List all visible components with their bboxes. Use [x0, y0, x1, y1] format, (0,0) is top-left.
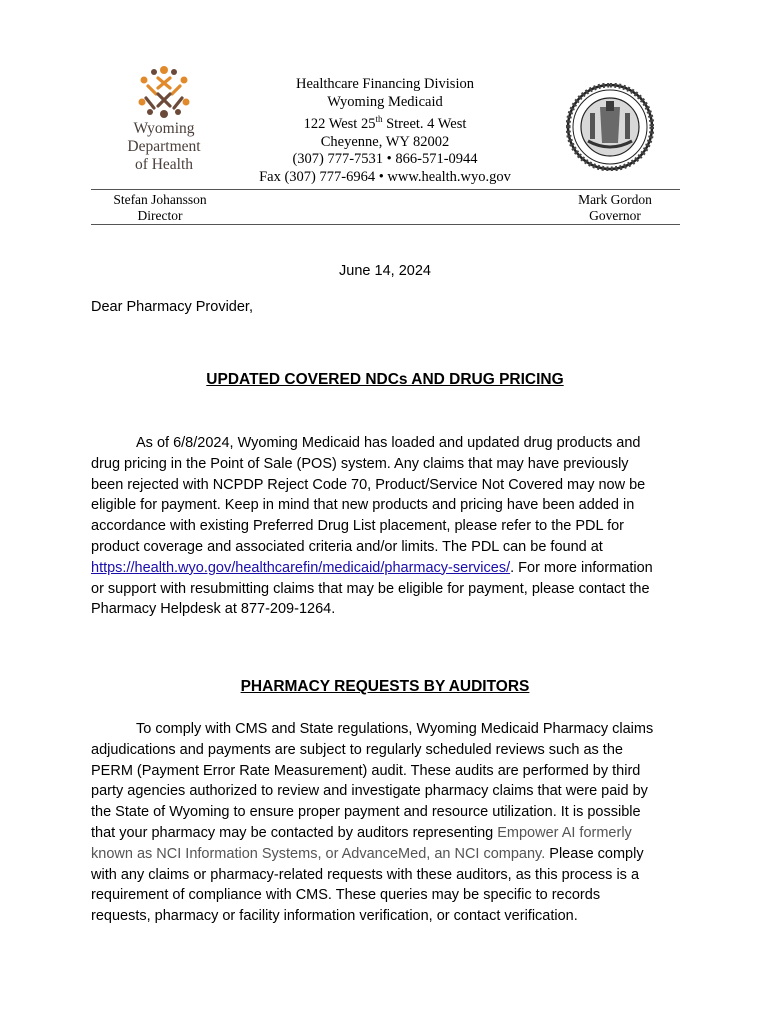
- letter-date: June 14, 2024: [339, 263, 431, 279]
- logo-line: Wyoming: [133, 120, 195, 137]
- agency-name: Wyoming Medicaid: [327, 93, 443, 110]
- paragraph-line: PERM (Payment Error Rate Measurement) audit. These audits are performed by third: [91, 762, 641, 779]
- division-name: Healthcare Financing Division: [296, 76, 474, 92]
- people-circle-icon: [134, 64, 194, 120]
- section-paragraph-auditors: [91, 719, 681, 927]
- director-title: Director: [137, 208, 183, 223]
- wyoming-state-seal-icon: [566, 83, 654, 176]
- address-block: [230, 76, 540, 186]
- paragraph-line: the State of Wyoming to ensure proper payment and resource utilization. It is possible: [91, 804, 641, 821]
- section-heading-ndcs: UPDATED COVERED NDCs AND DRUG PRICING: [206, 371, 564, 388]
- paragraph-line: that your pharmacy may be contacted by auditors representing Empower AI formerly: [91, 824, 632, 841]
- paragraph-line: accordance with existing Preferred Drug List placement, please refer to the PDL for: [91, 518, 625, 535]
- paragraph-line: been rejected with NCPDP Reject Code 70, Product/Service Not Covered may now be: [91, 476, 646, 493]
- logo-line: of Health: [134, 156, 194, 173]
- auditor-name: known as NCI Information Systems, or AdvanceMed, an NCI company.: [91, 845, 546, 862]
- paragraph-line: https://health.wyo.gov/healthcarefin/medicaid/pharmacy-services/. For more information: [91, 559, 653, 576]
- section-heading-auditors: PHARMACY REQUESTS BY AUDITORS: [240, 678, 530, 695]
- director-block: [105, 192, 215, 224]
- header-divider-top: [91, 189, 680, 190]
- salutation: Dear Pharmacy Provider,: [91, 299, 253, 315]
- header-divider-bottom: [91, 224, 680, 225]
- paragraph-line: To comply with CMS and State regulations, Wyoming Medicaid Pharmacy claims: [136, 721, 654, 737]
- governor-title: Governor: [589, 208, 641, 223]
- auditor-name: Empower AI formerly: [497, 824, 632, 841]
- paragraph-line: with any claims or pharmacy-related requests with these auditors, as this process is a: [91, 866, 640, 883]
- paragraph-line: product coverage and associated criteria and/or limits. The PDL can be found at: [91, 538, 603, 555]
- paragraph-line: adjudications and payments are subject to regularly scheduled reviews such as the: [91, 741, 623, 758]
- street-address: 122 West 25th Street. 4 West: [303, 114, 467, 133]
- paragraph-line: requests, pharmacy or facility information verification, or contact verification.: [91, 908, 578, 925]
- city-state-zip: Cheyenne, WY 82002: [320, 133, 450, 150]
- paragraph-line: Pharmacy Helpdesk at 877-209-1264.: [91, 601, 336, 618]
- paragraph-line: As of 6/8/2024, Wyoming Medicaid has loaded and updated drug products and: [136, 435, 641, 451]
- logo-line: Department: [127, 138, 201, 155]
- paragraph-line: or support with resubmitting claims that may be eligible for payment, please contact the: [91, 580, 650, 597]
- paragraph-line: requirement of compliance with CMS. These queries may be specific to records: [91, 887, 601, 904]
- director-name: Stefan Johansson: [113, 192, 207, 207]
- governor-name: Mark Gordon: [578, 192, 652, 207]
- department-logo: [108, 64, 220, 174]
- paragraph-line: drug pricing in the Point of Sale (POS) system. Any claims that may have previously: [91, 455, 629, 472]
- paragraph-line: known as NCI Information Systems, or AdvanceMed, an NCI company. Please comply: [91, 845, 644, 862]
- paragraph-line: eligible for payment. Keep in mind that new products and pricing have been added in: [91, 497, 635, 514]
- governor-block: [565, 192, 665, 224]
- paragraph-line: party agencies authorized to review and investigate pharmacy claims that were paid by: [91, 783, 648, 800]
- phone-numbers: (307) 777-7531 • 866-571-0944: [292, 151, 478, 168]
- pharmacy-services-link[interactable]: https://health.wyo.gov/healthcarefin/medicaid/pharmacy-services/: [91, 559, 511, 576]
- fax-website: Fax (307) 777-6964 • www.health.wyo.gov: [259, 168, 511, 185]
- section-paragraph-ndcs: [91, 433, 681, 620]
